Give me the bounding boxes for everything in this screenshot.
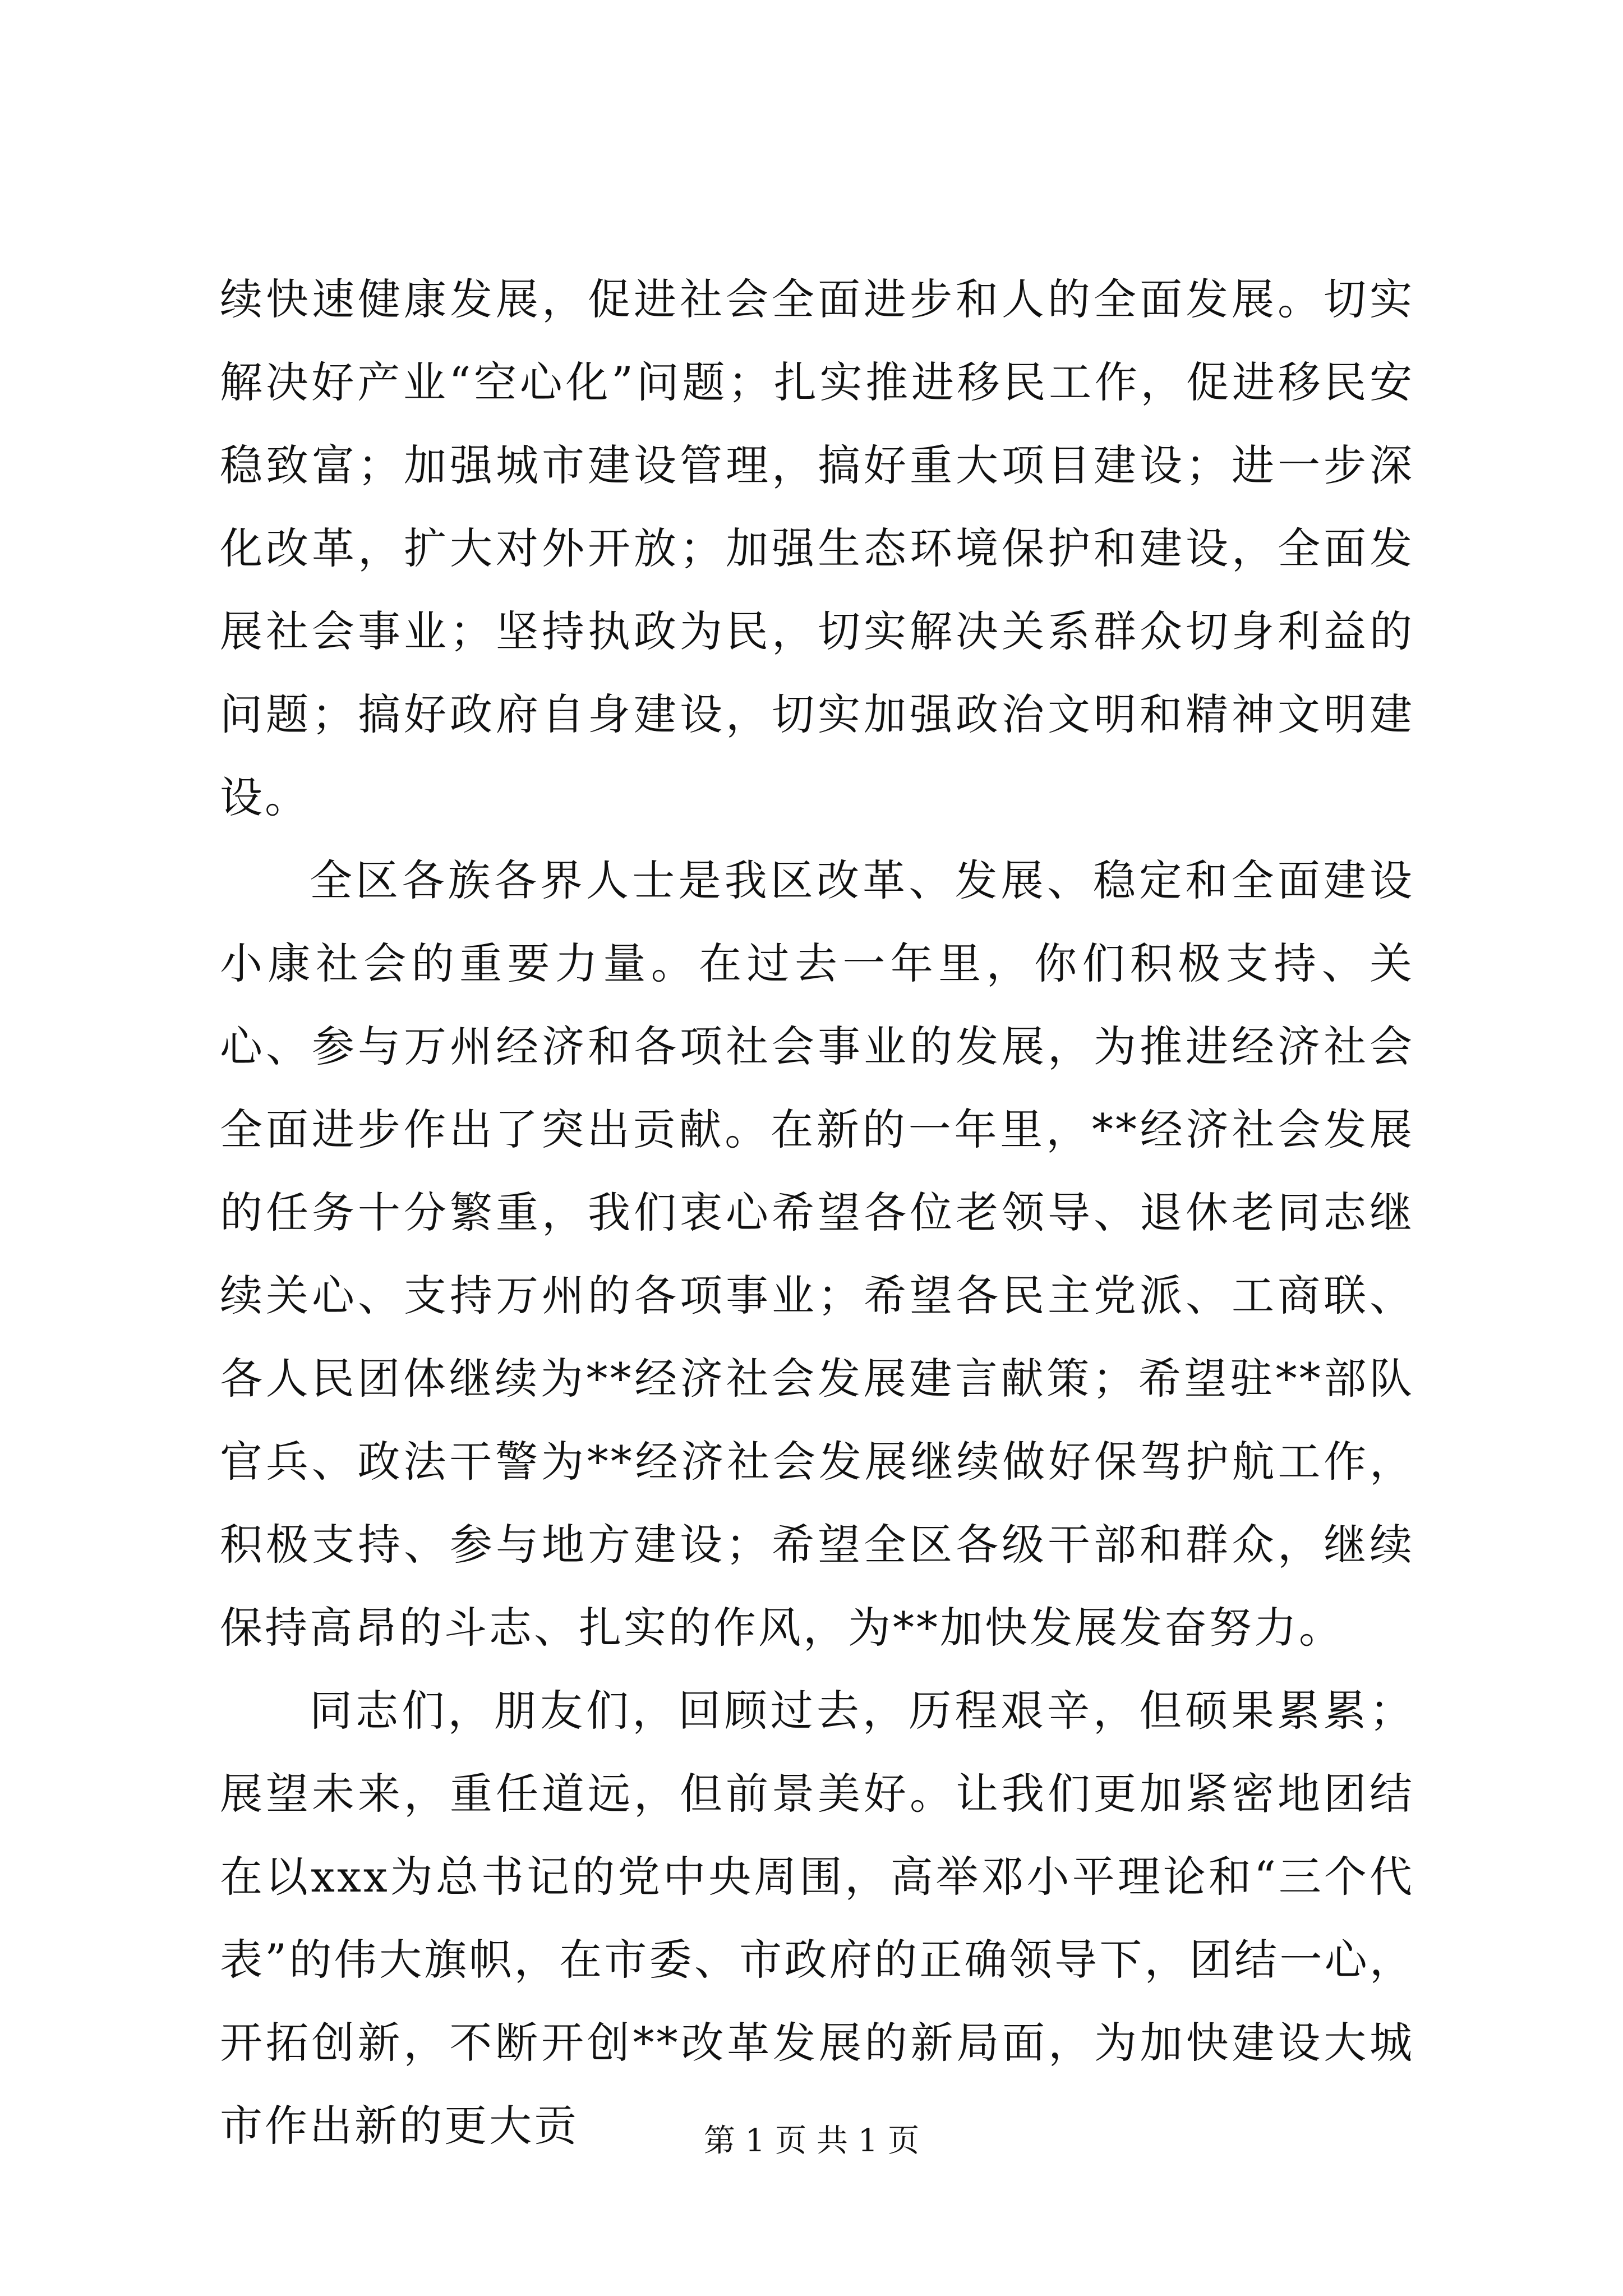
body-text xyxy=(220,258,1414,2168)
paragraph-continued: 续快速健康发展，促进社会全面进步和人的全面发展。切实解决好产业“空心化”问题；扎实推进移民工作，促进移民安稳致富；加强城市建设管理，搞好重大项目建设；进一步深化改革，扩大对外开放；加强生态环境保护和建设，全面发展社会事业；坚持执政为民，切实解决关系群众切身利益的问题；搞好政府自身建设，切实加强政治文明和精神文明建设。 xyxy=(220,274,1414,822)
page-footer: 第 1 页 共 1 页 xyxy=(703,2123,920,2159)
paragraph-closing-call: 同志们，朋友们，回顾过去，历程艰辛，但硕果累累；展望未来，重任道远，但前景美好。让我们更加紧密地团结在以xxx为总书记的党中央周围，高举邓小平理论和“三个代表”的伟大旗帜，在市委、市政府的正确领导下，团结一心，开拓创新，不断开创**改革发展的新局面，为加快建设大城市作出新的更大贡 xyxy=(220,1686,1414,2151)
paragraph-community-support: 全区各族各界人士是我区改革、发展、稳定和全面建设小康社会的重要力量。在过去一年里，你们积极支持、关心、参与万州经济和各项社会事业的发展，为推进经济社会全面进步作出了突出贡献。在新的一年里，**经济社会发展的任务十分繁重，我们衷心希望各位老领导、退休老同志继续关心、支持万州的各项事业；希望各民主党派、工商联、各人民团体继续为**经济社会发展建言献策；希望驻**部队官兵、政法干警为**经济社会发展继续做好保驾护航工作，积极支持、参与地方建设；希望全区各级干部和群众，继续保持高昂的斗志、扎实的作风，为**加快发展发奋努力。 xyxy=(220,855,1414,1653)
